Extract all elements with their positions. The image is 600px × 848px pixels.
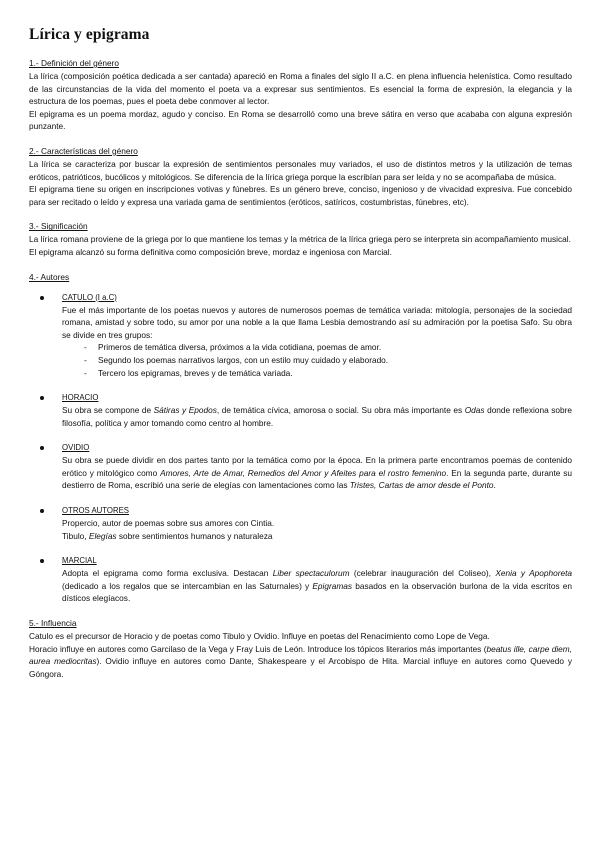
- author-text: [62, 530, 572, 543]
- text-run: (celebrar inauguración del Coliseo),: [349, 568, 496, 579]
- text-run: ). Ovidio influye en autores como Dante, Shakespeare y el Arcobispo de Hita. Marcial influye en autores como Quevedo y Góngora.: [29, 656, 572, 679]
- work-title: Elegías: [88, 530, 117, 541]
- bullet-icon: [40, 446, 44, 450]
- work-title: Epigramas: [312, 580, 353, 591]
- paragraph: Catulo es el precursor de Horacio y de poetas como Tibulo y Ovidio. Influye en poetas del Renacimiento como Lope de Vega.: [29, 631, 490, 642]
- section-heading: 5.- Influencia: [29, 618, 77, 629]
- author-name: CATULO (I a.C): [62, 292, 117, 302]
- section-heading: 4.- Autores: [29, 271, 70, 282]
- text-run: , de temática cívica, amorosa o social. Su obra más importante es: [216, 405, 465, 416]
- text-run: . En la segunda parte, durante su destierro de Roma, escribió una serie de elegías con lamentaciones como las: [62, 467, 572, 491]
- work-title: Liber spectaculorum: [272, 568, 350, 579]
- work-title: Xenia y Apophoreta: [495, 568, 573, 579]
- bullet-icon: [40, 296, 44, 300]
- author-horacio: [29, 392, 572, 429]
- section-caracteristicas: [29, 146, 572, 208]
- section-influencia: [29, 618, 572, 680]
- text-run: sobre sentimientos humanos y naturaleza: [116, 530, 273, 541]
- author-ovidio: [29, 442, 572, 492]
- author-text: [62, 404, 572, 429]
- paragraph: La lírica se caracteriza por buscar la expresión de sentimientos personales muy variados, el uso de distintos metros y la utilización de temas eróticos, patrióticos, bucólicos y mitológicos. Se diferencia de la lírica griega porque la escribían para ser leída y no se acompañaba de música.: [29, 158, 572, 182]
- work-title: Tristes, Cartas de amor desde el Ponto: [349, 480, 494, 491]
- author-name: HORACIO: [62, 393, 99, 403]
- document-title: Lírica y epigrama: [29, 26, 150, 43]
- text-run: donde reflexiona sobre filosofía, política y amor tomando como centro al hombre.: [62, 405, 572, 428]
- text-run: Adopta el epigrama como forma exclusiva. Destacan: [62, 568, 273, 579]
- list-item: - Tercero los epigramas, breves y de temática variada.: [84, 367, 572, 380]
- paragraph: La lírica romana proviene de la griega por lo que mantiene los temas y la métrica de la lírica griega pero se interpreta sin acompañamiento musical.: [29, 234, 571, 245]
- text-run: Tibulo,: [62, 530, 89, 541]
- section-heading: 1.- Definición del género: [29, 58, 119, 68]
- author-text: [62, 454, 572, 492]
- bullet-icon: [40, 509, 44, 513]
- text-run: Horacio influye en autores como Garcilaso de la Vega y Fray Luis de León. Introduce los tópicos literarios más importantes (: [29, 643, 487, 654]
- work-title: Amores, Arte de Amar, Remedios del Amor y Afeites para el rostro femenino: [160, 467, 447, 478]
- bullet-icon: [40, 559, 44, 563]
- list-item: - Segundo los poemas narrativos largos, con un estilo muy cuidado y elaborado.: [84, 354, 572, 367]
- text-run: Su obra se puede dividir en dos partes tanto por la temática como por la época. En la primera parte encontramos poemas de contenido erótico y mitológico como: [62, 455, 572, 478]
- author-name: MARCIAL: [62, 556, 97, 566]
- work-title: Sátiras y Epodos: [153, 405, 217, 416]
- sub-list: [62, 341, 572, 379]
- paragraph: El epigrama alcanzó su forma definitiva como composición breve, mordaz e ingeniosa con Marcial.: [29, 246, 392, 257]
- author-marcial: [29, 555, 572, 605]
- author-catulo: [29, 292, 572, 380]
- section-heading: 3.- Significación: [29, 221, 88, 232]
- author-text: Fue el más importante de los poetas nuevos y autores de numerosos poemas de temática variada: mitología, personajes de la sociedad romana, amistad y sobre todo, su amor por una noble a la que llama Lesbia demostrando así su admiración por la poetisa Safo. Su obra se divide en tres grupos:: [62, 304, 572, 340]
- section-definicion: [29, 58, 572, 133]
- text-run: (dedicado a los regalos que se intercambian en las Saturnales) y: [62, 580, 313, 591]
- section-autores: [29, 272, 572, 606]
- author-name: OVIDIO: [62, 443, 90, 453]
- paragraph: El epigrama tiene su origen en inscripciones votivas y fúnebres. Es un género breve, conciso, ingenioso y de vivacidad expresiva. Fue concebido para ser recitado o leído y expresa una variada gama de sentimientos (eróticos, satíricos, costumbristas, fúnebres, etc).: [29, 184, 572, 207]
- list-item: - Primeros de temática diversa, próximos a la vida cotidiana, poemas de amor.: [84, 341, 572, 354]
- text-run: Su obra se compone de: [62, 405, 154, 416]
- section-heading: 2.- Características del género: [29, 145, 138, 156]
- paragraph: La lírica (composición poética dedicada a ser cantada) apareció en Roma a finales del siglo II a.C. en plena influencia helenística. Como resultado de las circunstancias de la vida del momento el poeta va a expresar sus sentimientos. Es esencial la forma de expresión, la elegancia y la estructura de los poemas, pues el poeta debe conmover al lector.: [29, 71, 572, 107]
- text-run: basados en la observación burlona de la vida escritos en dísticos elegíacos.: [62, 580, 573, 604]
- work-title: Odas: [464, 405, 485, 416]
- author-text: [62, 567, 572, 605]
- section-significacion: [29, 221, 572, 258]
- paragraph: [29, 643, 572, 681]
- author-text: Propercio, autor de poemas sobre sus amores con Cintia.: [62, 518, 275, 529]
- latin-topics: beatus ille, carpe diem, aurea mediocritas: [29, 643, 572, 667]
- bullet-icon: [40, 396, 44, 400]
- text-run: .: [493, 480, 496, 491]
- authors-list: [29, 292, 572, 606]
- author-otros: [29, 505, 572, 542]
- author-name: OTROS AUTORES: [62, 506, 130, 516]
- paragraph: El epigrama es un poema mordaz, agudo y conciso. En Roma se desarrolló como una breve sátira en verso que acababa con alguna expresión punzante.: [29, 108, 572, 132]
